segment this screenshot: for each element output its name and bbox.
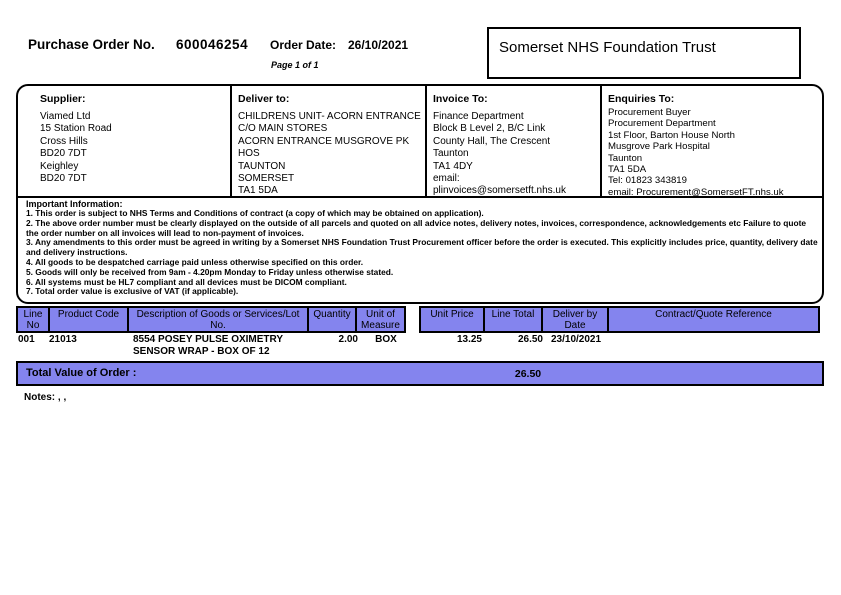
- important-information-item: 4. All goods to be despatched carriage paid unless otherwise specified on this order.: [26, 256, 364, 267]
- supplier-address-line: Viamed Ltd: [40, 111, 91, 122]
- total-value-amount: 26.50: [514, 368, 542, 380]
- column-header-quantity: Quantity: [309, 308, 357, 331]
- deliver-address-line: TAUNTON: [238, 160, 286, 172]
- column-header-unit-price: Unit Price: [421, 308, 485, 331]
- enquiries-email: email: Procurement@SomersetFT.nhs.uk: [608, 186, 784, 198]
- order-table-header-right: [419, 306, 820, 333]
- column-header-product-code: Product Code: [50, 308, 129, 331]
- cell-quantity: 2.00: [338, 334, 358, 345]
- column-divider: [425, 86, 427, 196]
- invoice-address-line: Block B Level 2, B/C Link: [433, 123, 546, 135]
- deliver-address-line: ACORN ENTRANCE MUSGROVE PK HOS: [238, 135, 410, 160]
- column-header-unit-of-measure: Unit of Measure: [357, 308, 404, 331]
- enquiries-address-line: Taunton: [608, 152, 643, 164]
- column-header-deliver-by-date: Deliver by Date: [543, 308, 609, 331]
- order-info-box: [16, 84, 824, 304]
- supplier-address-line: BD20 7DT: [40, 148, 87, 160]
- cell-deliver-by-date: 23/10/2021: [551, 334, 602, 345]
- notes-label: Notes: , ,: [24, 392, 67, 403]
- important-information-item: 1. This order is subject to NHS Terms and Conditions of contract (a copy of which may be obtained on application).: [26, 208, 484, 218]
- invoice-address-line: Taunton: [433, 148, 469, 160]
- important-information-item: 5. Goods will only be received from 9am - 4.20pm Monday to Friday unless otherwise stated.: [26, 266, 394, 277]
- cell-unit-of-measure: BOX: [375, 334, 397, 345]
- invoice-address-line: County Hall, The Crescent: [433, 135, 551, 147]
- invoice-address-line: TA1 4DY: [433, 160, 473, 172]
- column-divider: [230, 86, 232, 196]
- enquiries-address-line: Procurement Buyer: [608, 107, 691, 118]
- column-header-line-total: Line Total: [485, 308, 543, 331]
- purchase-order-number-label: Purchase Order No.: [28, 37, 155, 52]
- order-table-header-left: [16, 306, 406, 333]
- important-information-item: 3. Any amendments to this order must be agreed in writing by a Somerset NHS Foundation Trust Procurement officer before the order is executed. This explicitly includes price, quantity, delivery date and delivery instructions.: [26, 237, 818, 258]
- enquiries-address-line: 1st Floor, Barton House North: [608, 129, 735, 141]
- deliver-to-label: Deliver to:: [238, 93, 290, 105]
- important-information-item: 6. All systems must be HL7 compliant and all devices must be DICOM compliant.: [26, 276, 347, 287]
- enquiries-address-line: Musgrove Park Hospital: [608, 141, 710, 153]
- order-date-value: 26/10/2021: [348, 38, 409, 52]
- column-header-contract-quote-reference: Contract/Quote Reference: [609, 308, 818, 331]
- trust-name-box: [487, 27, 801, 79]
- important-information-item: 2. The above order number must be clearly displayed on the outside of all parcels and quoted on all advice notes, delivery notes, invoices, correspondence, acknowledgements etc Failure to quote the order number on all invoices will lead to non-payment of invoices.: [26, 217, 807, 238]
- important-information-label: Important Information:: [26, 199, 123, 209]
- deliver-address-line: CHILDRENS UNIT- ACORN ENTRANCE: [238, 111, 421, 122]
- supplier-label: Supplier:: [40, 93, 86, 105]
- order-date-label: Order Date:: [270, 38, 337, 52]
- enquiries-address-line: TA1 5DA: [608, 164, 647, 176]
- invoice-address-line: Finance Department: [433, 111, 524, 122]
- enquiries-to-section: [608, 93, 823, 198]
- deliver-address-line: TA1 5DA: [238, 185, 278, 197]
- important-information-section: [26, 199, 820, 297]
- cell-product-code: 21013: [49, 334, 77, 345]
- supplier-address-line: BD20 7DT: [40, 173, 87, 185]
- enquiries-to-label: Enquiries To:: [608, 93, 675, 105]
- enquiries-address-line: Procurement Department: [608, 118, 716, 130]
- column-header-description: Description of Goods or Services/Lot No.: [129, 308, 309, 331]
- page-indicator: Page 1 of 1: [271, 60, 319, 70]
- cell-unit-price: 13.25: [456, 334, 482, 345]
- column-header-line-no: Line No: [18, 308, 50, 331]
- supplier-address-line: 15 Station Road: [40, 123, 112, 135]
- cell-line-no: 001: [18, 334, 35, 345]
- supplier-address-line: Cross Hills: [40, 135, 88, 147]
- invoice-address-line: email:: [433, 173, 460, 185]
- cell-description: 8554 POSEY PULSE OXIMETRY SENSOR WRAP - BOX OF 12: [133, 334, 283, 357]
- total-value-band: [16, 361, 824, 386]
- trust-name: Somerset NHS Foundation Trust: [499, 39, 716, 56]
- enquiries-phone: Tel: 01823 343819: [608, 175, 687, 187]
- supplier-section: [40, 93, 225, 185]
- supplier-address-line: Keighley: [40, 160, 79, 172]
- deliver-to-section: [238, 93, 424, 198]
- cell-line-total: 26.50: [517, 334, 543, 345]
- invoice-to-label: Invoice To:: [433, 93, 488, 105]
- column-divider: [600, 86, 602, 196]
- important-information-item: 7. Total order value is exclusive of VAT (if applicable).: [26, 286, 239, 297]
- purchase-order-number: 600046254: [176, 37, 249, 52]
- invoice-to-section: [433, 93, 598, 198]
- invoice-email: plinvoices@somersetft.nhs.uk: [433, 185, 566, 197]
- deliver-address-line: C/O MAIN STORES: [238, 123, 328, 135]
- total-value-label: Total Value of Order :: [26, 367, 137, 379]
- deliver-address-line: SOMERSET: [238, 173, 295, 185]
